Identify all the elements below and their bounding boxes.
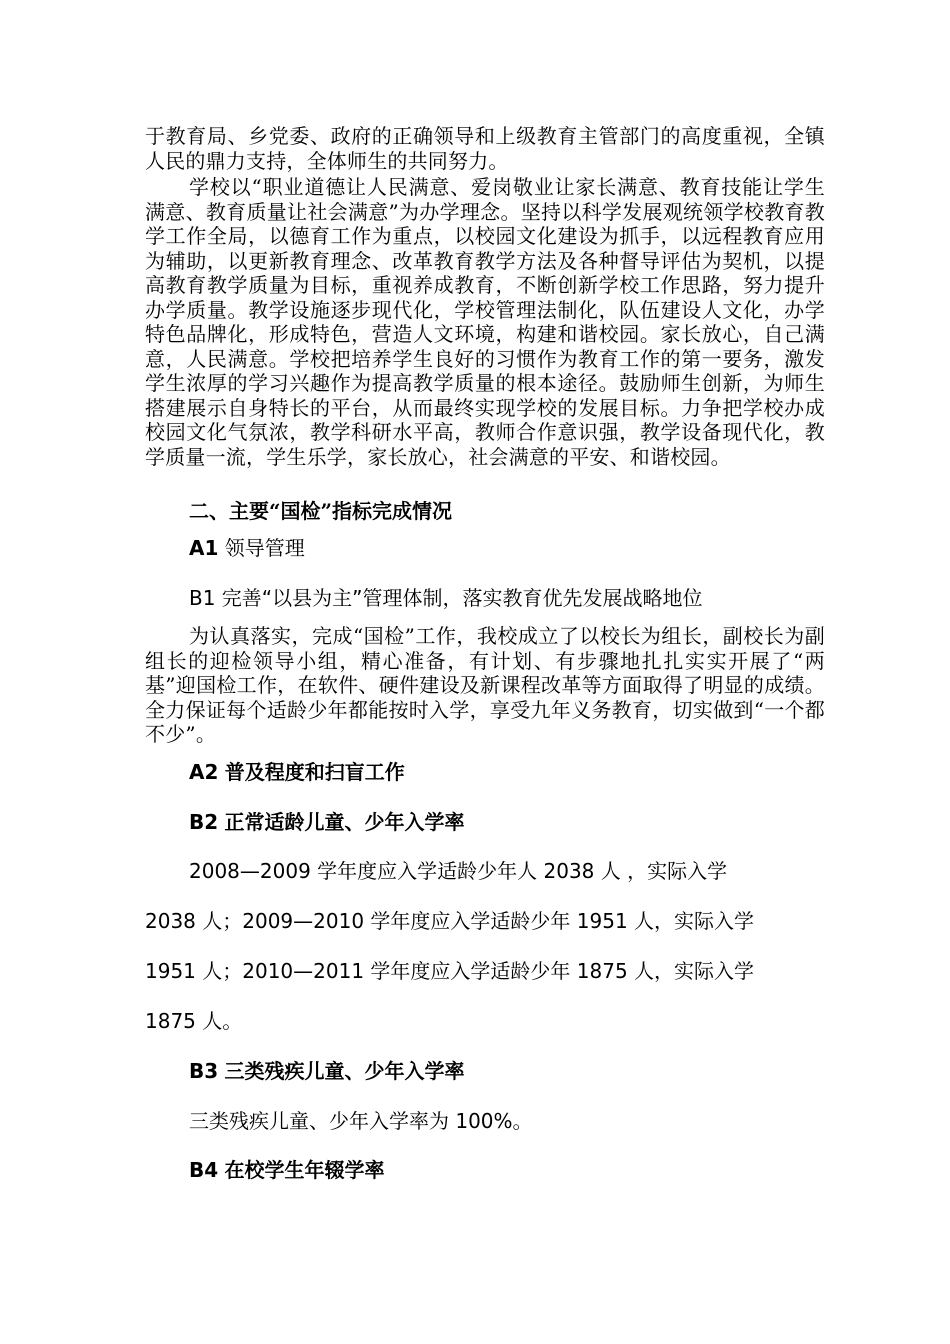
b1-body-paragraph: 为认真落实，完成“国检”工作，我校成立了以校长为组长，副校长为副组长的迎检领导小组，精心准备，有计划、有步骤地扎扎实实开展了“两基”迎国检工作，在软件、硬件建设及新课程改革等方面取得了明显的成绩。全力保证每个适龄少年都能按时入学，享受九年义务教育，切实做到“一个都不少”。 <box>145 624 825 746</box>
b4-heading <box>189 1158 385 1182</box>
a1-heading <box>189 536 305 560</box>
b1-heading: B1 完善“以县为主”管理体制，落实教育优先发展战略地位 <box>189 586 703 610</box>
enrollment-line-4: 1875 人。 <box>145 1009 243 1033</box>
a1-label: A1 <box>189 536 219 560</box>
b3-heading <box>189 1059 465 1083</box>
enrollment-line-2: 2038 人；2009—2010 学年度应入学适龄少年 1951 人，实际入学 <box>145 909 755 933</box>
b4-text: 在校学生年辍学率 <box>224 1158 385 1182</box>
b2-text: 正常适龄儿童、少年入学率 <box>224 810 465 834</box>
intro-continuation-paragraph: 于教育局、乡党委、政府的正确领导和上级教育主管部门的高度重视，全镇人民的鼎力支持，全体师生的共同努力。 <box>145 124 825 173</box>
a1-text: 领导管理 <box>224 536 305 560</box>
b2-heading <box>189 810 465 834</box>
enrollment-line-3: 1951 人；2010—2011 学年度应入学适龄少年 1875 人，实际入学 <box>145 959 755 983</box>
enrollment-line-1: 2008—2009 学年度应入学适龄少年人 2038 人 ，实际入学 <box>189 859 728 883</box>
school-philosophy-paragraph: 学校以“职业道德让人民满意、爱岗敬业让家长满意、教育技能让学生满意、教育质量让社会满意”为办学理念。坚持以科学发展观统领学校教育教学工作全局，以德育工作为重点，以校园文化建设为抓手，以远程教育应用为辅助，以更新教育理念、改革教育教学方法及各种督导评估为契机，以提高教育教学质量为目标，重视养成教育，不断创新学校工作思路，努力提升办学质量。教学设施逐步现代化，学校管理法制化，队伍建设人文化，办学特色品牌化，形成特色，营造人文环境，构建和谐校园。家长放心，自己满意，人民满意。学校把培养学生良好的习惯作为教育工作的第一要务，激发学生浓厚的学习兴趣作为提高教学质量的根本途径。鼓励师生创新，为师生搭建展示自身特长的平台，从而最终实现学校的发展目标。力争把学校办成校园文化气氛浓，教学科研水平高，教师合作意识强，教学设备现代化，教学质量一流，学生乐学，家长放心，社会满意的平安、和谐校园。 <box>145 175 825 469</box>
b3-text: 三类残疾儿童、少年入学率 <box>224 1059 465 1083</box>
a2-text: 普及程度和扫盲工作 <box>224 760 405 784</box>
b3-label: B3 <box>189 1059 219 1083</box>
b4-label: B4 <box>189 1158 219 1182</box>
section-two-heading: 二、主要“国检”指标完成情况 <box>189 499 453 523</box>
a2-label: A2 <box>189 760 219 784</box>
b2-label: B2 <box>189 810 219 834</box>
b3-body: 三类残疾儿童、少年入学率为 100%。 <box>189 1109 533 1133</box>
a2-heading <box>189 760 405 784</box>
